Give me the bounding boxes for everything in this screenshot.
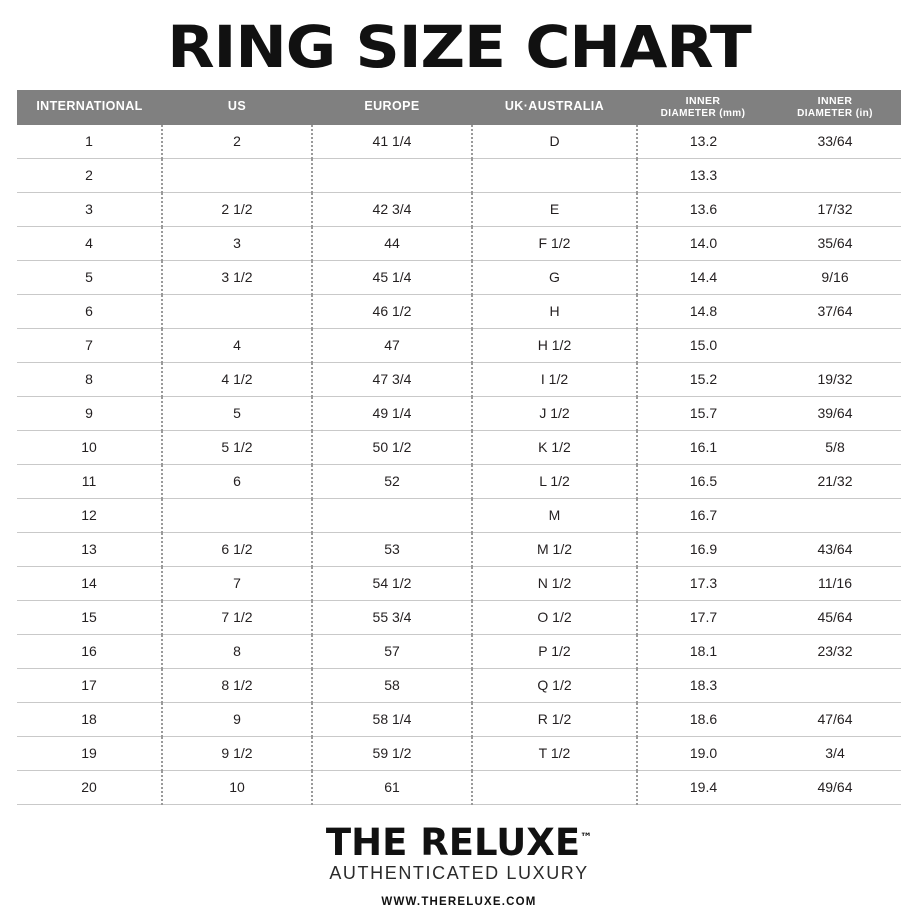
table-row — [17, 668, 901, 702]
cell-europe: 47 3/4 — [312, 362, 472, 396]
cell-diameter-in — [769, 158, 901, 192]
cell-diameter-mm: 17.7 — [637, 600, 769, 634]
cell-us: 3 — [162, 226, 312, 260]
cell-diameter-in: 21/32 — [769, 464, 901, 498]
cell-us: 8 1/2 — [162, 668, 312, 702]
cell-diameter-mm: 18.1 — [637, 634, 769, 668]
cell-us: 5 1/2 — [162, 430, 312, 464]
cell-diameter-in: 19/32 — [769, 362, 901, 396]
table-row — [17, 634, 901, 668]
cell-diameter-in: 33/64 — [769, 125, 901, 159]
website-url: WWW.THERELUXE.COM — [381, 896, 537, 908]
cell-diameter-mm: 18.6 — [637, 702, 769, 736]
cell-diameter-in: 3/4 — [769, 736, 901, 770]
column-header-international: INTERNATIONAL — [17, 90, 162, 125]
cell-us — [162, 498, 312, 532]
cell-uk-australia: F 1/2 — [472, 226, 637, 260]
cell-international: 14 — [17, 566, 162, 600]
cell-uk-australia: Q 1/2 — [472, 668, 637, 702]
cell-us — [162, 158, 312, 192]
cell-international: 10 — [17, 430, 162, 464]
cell-international: 9 — [17, 396, 162, 430]
cell-us: 4 — [162, 328, 312, 362]
column-header-europe: EUROPE — [312, 90, 472, 125]
column-header-inner-diameter-mm: INNER DIAMETER (mm) — [637, 90, 769, 125]
cell-diameter-in: 17/32 — [769, 192, 901, 226]
cell-uk-australia: H — [472, 294, 637, 328]
cell-diameter-mm: 15.2 — [637, 362, 769, 396]
cell-europe: 52 — [312, 464, 472, 498]
cell-international: 11 — [17, 464, 162, 498]
cell-uk-australia: D — [472, 125, 637, 159]
table-row — [17, 294, 901, 328]
brand-logo — [325, 821, 593, 864]
cell-international: 20 — [17, 770, 162, 804]
cell-international: 4 — [17, 226, 162, 260]
cell-us: 7 1/2 — [162, 600, 312, 634]
cell-diameter-mm: 14.0 — [637, 226, 769, 260]
cell-europe: 58 — [312, 668, 472, 702]
cell-international: 12 — [17, 498, 162, 532]
cell-uk-australia — [472, 158, 637, 192]
cell-diameter-mm: 13.2 — [637, 125, 769, 159]
cell-diameter-mm: 13.3 — [637, 158, 769, 192]
cell-diameter-in — [769, 668, 901, 702]
ring-size-table — [17, 90, 901, 805]
table-body — [17, 125, 901, 805]
table-row — [17, 498, 901, 532]
table-row — [17, 736, 901, 770]
cell-diameter-mm: 19.0 — [637, 736, 769, 770]
table-row — [17, 396, 901, 430]
table-row — [17, 430, 901, 464]
cell-uk-australia: I 1/2 — [472, 362, 637, 396]
column-header-uk-australia: UK·AUSTRALIA — [472, 90, 637, 125]
cell-uk-australia: E — [472, 192, 637, 226]
table-row — [17, 158, 901, 192]
cell-europe: 55 3/4 — [312, 600, 472, 634]
cell-international: 13 — [17, 532, 162, 566]
brand-tagline: AUTHENTICATED LUXURY — [329, 863, 589, 883]
cell-diameter-mm: 15.7 — [637, 396, 769, 430]
cell-europe: 44 — [312, 226, 472, 260]
cell-uk-australia: G — [472, 260, 637, 294]
cell-diameter-mm: 16.7 — [637, 498, 769, 532]
cell-europe: 49 1/4 — [312, 396, 472, 430]
brand-name: THE RELUXE — [325, 821, 581, 864]
table-row — [17, 600, 901, 634]
cell-us: 2 — [162, 125, 312, 159]
table-row — [17, 125, 901, 159]
cell-europe: 54 1/2 — [312, 566, 472, 600]
cell-europe — [312, 158, 472, 192]
cell-diameter-mm: 19.4 — [637, 770, 769, 804]
table-row — [17, 226, 901, 260]
cell-europe: 59 1/2 — [312, 736, 472, 770]
cell-uk-australia: K 1/2 — [472, 430, 637, 464]
cell-diameter-in: 9/16 — [769, 260, 901, 294]
cell-us: 9 1/2 — [162, 736, 312, 770]
cell-europe: 57 — [312, 634, 472, 668]
cell-international: 2 — [17, 158, 162, 192]
trademark-symbol: ™ — [580, 830, 593, 845]
cell-diameter-in: 47/64 — [769, 702, 901, 736]
cell-international: 8 — [17, 362, 162, 396]
table-row — [17, 566, 901, 600]
table-row — [17, 260, 901, 294]
cell-international: 6 — [17, 294, 162, 328]
cell-international: 17 — [17, 668, 162, 702]
cell-international: 16 — [17, 634, 162, 668]
cell-diameter-in: 45/64 — [769, 600, 901, 634]
table-row — [17, 464, 901, 498]
footer — [0, 821, 918, 918]
cell-diameter-in: 37/64 — [769, 294, 901, 328]
cell-international: 3 — [17, 192, 162, 226]
cell-international: 15 — [17, 600, 162, 634]
cell-europe: 46 1/2 — [312, 294, 472, 328]
cell-diameter-mm: 16.9 — [637, 532, 769, 566]
table-row — [17, 192, 901, 226]
cell-europe: 53 — [312, 532, 472, 566]
cell-europe: 47 — [312, 328, 472, 362]
page-title: RING SIZE CHART — [167, 13, 751, 81]
cell-europe — [312, 498, 472, 532]
cell-diameter-in — [769, 498, 901, 532]
table-row — [17, 532, 901, 566]
cell-diameter-in: 49/64 — [769, 770, 901, 804]
cell-international: 1 — [17, 125, 162, 159]
cell-europe: 50 1/2 — [312, 430, 472, 464]
cell-international: 7 — [17, 328, 162, 362]
cell-us: 2 1/2 — [162, 192, 312, 226]
table-row — [17, 702, 901, 736]
cell-uk-australia: O 1/2 — [472, 600, 637, 634]
cell-uk-australia: L 1/2 — [472, 464, 637, 498]
cell-us: 6 1/2 — [162, 532, 312, 566]
cell-europe: 42 3/4 — [312, 192, 472, 226]
cell-international: 18 — [17, 702, 162, 736]
cell-us: 8 — [162, 634, 312, 668]
cell-uk-australia: M — [472, 498, 637, 532]
cell-uk-australia: H 1/2 — [472, 328, 637, 362]
column-header-inner-diameter-in: INNER DIAMETER (in) — [769, 90, 901, 125]
cell-diameter-mm: 17.3 — [637, 566, 769, 600]
cell-diameter-mm: 13.6 — [637, 192, 769, 226]
cell-diameter-mm: 16.1 — [637, 430, 769, 464]
cell-uk-australia — [472, 770, 637, 804]
cell-us: 4 1/2 — [162, 362, 312, 396]
table-header — [17, 90, 901, 125]
cell-diameter-mm: 16.5 — [637, 464, 769, 498]
cell-europe: 45 1/4 — [312, 260, 472, 294]
table-row — [17, 328, 901, 362]
cell-diameter-mm: 15.0 — [637, 328, 769, 362]
cell-uk-australia: T 1/2 — [472, 736, 637, 770]
cell-diameter-in: 39/64 — [769, 396, 901, 430]
cell-diameter-in: 5/8 — [769, 430, 901, 464]
cell-europe: 61 — [312, 770, 472, 804]
cell-europe: 58 1/4 — [312, 702, 472, 736]
cell-us: 3 1/2 — [162, 260, 312, 294]
cell-us: 6 — [162, 464, 312, 498]
cell-international: 19 — [17, 736, 162, 770]
cell-international: 5 — [17, 260, 162, 294]
cell-uk-australia: R 1/2 — [472, 702, 637, 736]
cell-europe: 41 1/4 — [312, 125, 472, 159]
cell-uk-australia: N 1/2 — [472, 566, 637, 600]
cell-diameter-in: 43/64 — [769, 532, 901, 566]
table-row — [17, 362, 901, 396]
table-header-row — [17, 90, 901, 125]
cell-diameter-in: 35/64 — [769, 226, 901, 260]
cell-us — [162, 294, 312, 328]
cell-us: 7 — [162, 566, 312, 600]
cell-diameter-in: 23/32 — [769, 634, 901, 668]
cell-diameter-in: 11/16 — [769, 566, 901, 600]
cell-diameter-mm: 14.8 — [637, 294, 769, 328]
cell-us: 5 — [162, 396, 312, 430]
column-header-us: US — [162, 90, 312, 125]
cell-diameter-mm: 18.3 — [637, 668, 769, 702]
table-row — [17, 770, 901, 804]
cell-us: 10 — [162, 770, 312, 804]
cell-uk-australia: P 1/2 — [472, 634, 637, 668]
cell-diameter-mm: 14.4 — [637, 260, 769, 294]
cell-us: 9 — [162, 702, 312, 736]
cell-diameter-in — [769, 328, 901, 362]
cell-uk-australia: J 1/2 — [472, 396, 637, 430]
cell-uk-australia: M 1/2 — [472, 532, 637, 566]
